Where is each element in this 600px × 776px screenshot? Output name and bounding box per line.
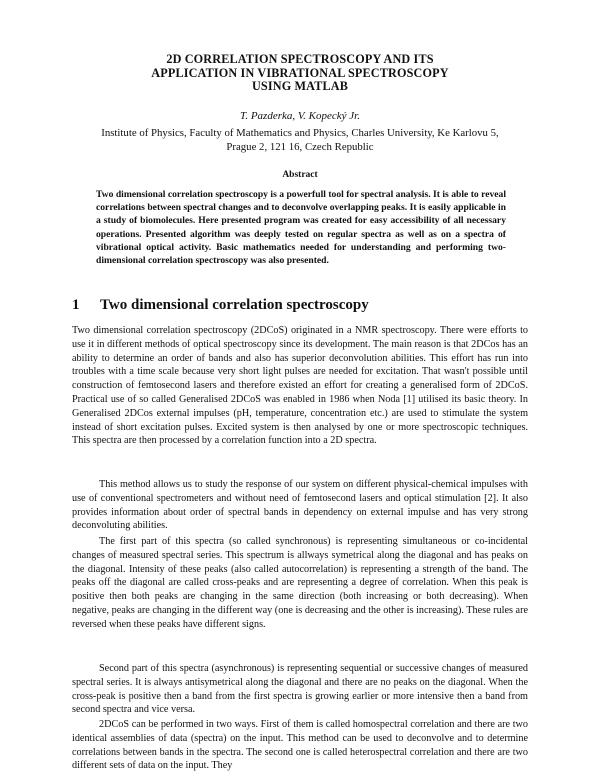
paragraph-5: 2DCoS can be performed in two ways. First of them is called homospectral correlation and there are two identical assemblies of data (spectra) on the input. This method can be used to deconvolve and to determine correlations between bands in the spectra. The second one is called heterospectral correlation and there are two different sets of data on the input. They [72, 719, 528, 772]
authors: T. Pazderka, V. Kopecký Jr. [240, 110, 360, 122]
affiliation [60, 126, 540, 154]
section-number: 1 [72, 297, 80, 313]
section-title: Two dimensional correlation spectroscopy [100, 297, 369, 313]
title-line-1: 2D CORRELATION SPECTROSCOPY AND ITS [166, 52, 434, 66]
paragraph-1: Two dimensional correlation spectroscopy (2DCoS) originated in a NMR spectroscopy. There were efforts to use it in different methods of optical spectroscopy since its development. The main reason is that 2DCos has an ability to determine an order of bands and also has superior deconvolution abilities. This effort has run into troubles with a time scale because very short light pulses are needed for excitation. That wasn't possible until construction of femtosecond lasers and therefore existed an effort for creating a generalised form of 2DCoS. Practical use of so called Generalised 2DCoS was enabled in 1986 when Noda [1] utilised its basic theory. In Generalised 2DCos external impulses (pH, temperature, concentration etc.) are used to stimulate the system instead of short excitation pulses. Excited system is then analysed by one or more spectroscopic techniques. This spectra are then processed by a correlation function into a 2D spectra. [72, 325, 528, 447]
affiliation-line-2: Prague 2, 121 16, Czech Republic [226, 141, 374, 153]
paragraph-3: The first part of this spectra (so called synchronous) is representing simultaneous or co-incidental changes of measured spectral series. This spectrum is allways symetrical along the diagonal and has peaks on the diagonal. Intensity of these peaks (also called autocorrelation) is representing a strength of the band. The peaks off the diagonal are called cross-peaks and are representing a degree of correlation. When this peak is positive then both peaks are changing in the same direction (both increasing or both decreasing). When negative, peaks are changing in the different way (one is decreasing and the other is increasing). These rules are reversed when these peaks have different signs. [72, 536, 528, 630]
section-heading [72, 297, 369, 314]
paragraph-2-block [72, 478, 528, 533]
paragraph-3-block [72, 535, 528, 632]
affiliation-line-1: Institute of Physics, Faculty of Mathematics and Physics, Charles University, Ke Karlovu 5, [101, 127, 499, 139]
paragraph-4: Second part of this spectra (asynchronous) is representing sequential or successive changes of measured spectral series. It is always antisymetrical along the diagonal and there are no peaks on the diagonal. When the cross-peak is positive then a band from the first spectra is growing earlier or more intensive then a band from second spectra and vice versa. [72, 663, 528, 716]
paragraph-2: This method allows us to study the response of our system on different physical-chemical impulses with use of conventional spectrometers and without need of femtosecond lasers and optical stimulation [2]. It also provides information about order of spectral bands in dependency on external impulse and has very strong deconvoluting abilities. [72, 479, 528, 532]
paragraph-5-block [72, 718, 528, 773]
abstract-text: Two dimensional correlation spectroscopy is a powerfull tool for spectral analysis. It is able to reveal correlations between spectral changes and to deconvolve overlapping peaks. It is easily applicable in a study of biomolecules. Here presented program was created for easy accessibility of all necessary operations. Presented algorithm was deeply tested on regular spectra as well as on a spectra of vibrational optical activity. Basic mathematics needed for understanding and performing two-dimensional correlation spectroscopy was also presented. [96, 189, 506, 267]
paragraph-1-block [72, 324, 528, 448]
title-line-2: APPLICATION IN VIBRATIONAL SPECTROSCOPY [151, 65, 449, 80]
abstract-heading: Abstract [282, 170, 318, 180]
paragraph-4-block [72, 662, 528, 717]
paper-title [60, 53, 540, 94]
title-line-3: USING MATLAB [251, 79, 349, 93]
